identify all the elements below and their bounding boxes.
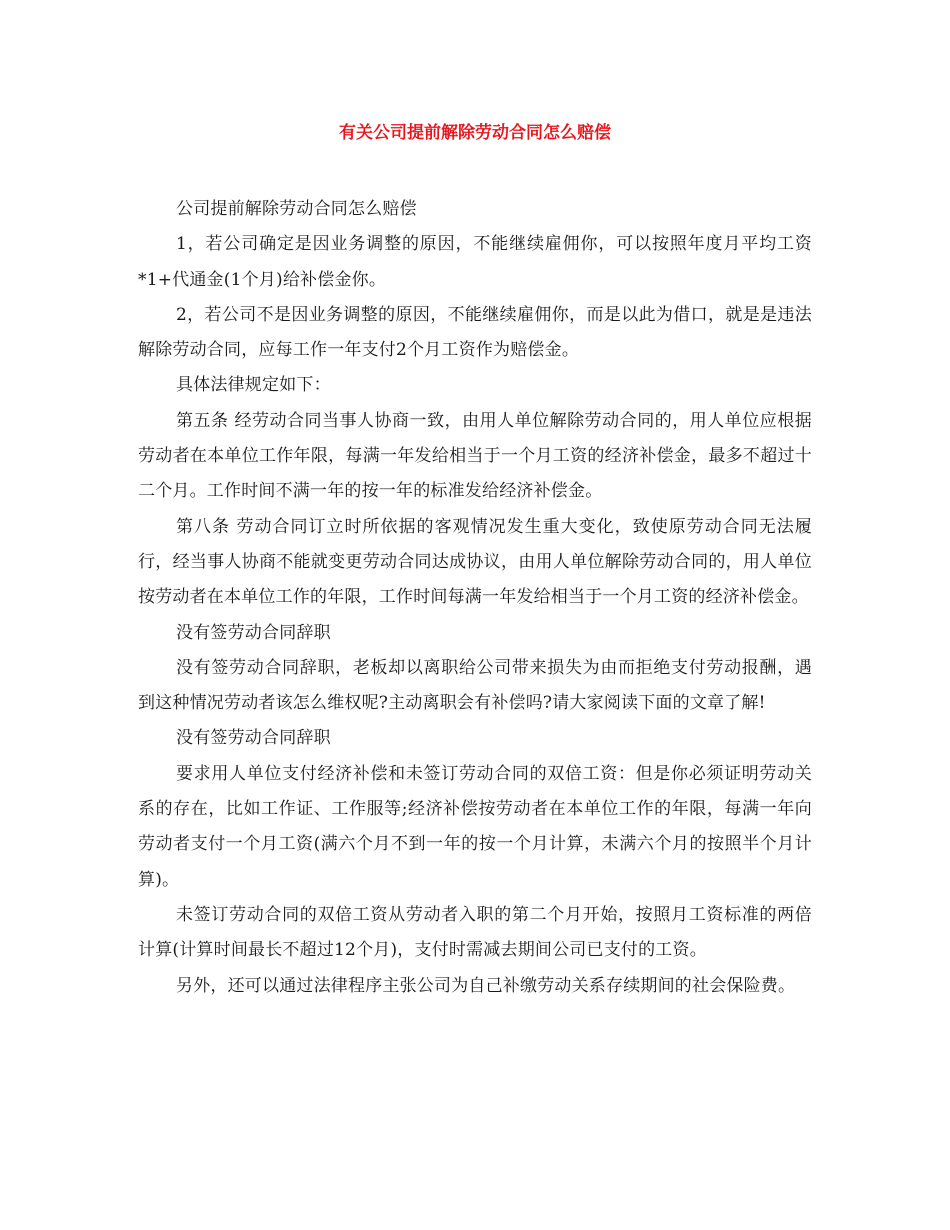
paragraph-section-heading-1: 没有签劳动合同辞职 xyxy=(176,622,331,643)
paragraph-article-8: 第八条 劳动合同订立时所依据的客观情况发生重大变化，致使原劳动合同无法履行，经当事人协商不能就变更劳动合同达成协议，由用人单位解除劳动合同的，用人单位按劳动者在本单位工作的年限，工作时间每满一年发给相当于一个月工资的经济补偿金。 xyxy=(138,516,812,608)
paragraph-subtitle: 公司提前解除劳动合同怎么赔偿 xyxy=(176,199,417,219)
paragraph-intro: 没有签劳动合同辞职，老板却以离职给公司带来损失为由而拒绝支付劳动报酬，遇到这种情况劳动者该怎么维权呢?主动离职会有补偿吗?请大家阅读下面的文章了解! xyxy=(138,657,812,714)
paragraph-point-2: 2，若公司不是因业务调整的原因，不能继续雇佣你，而是以此为借口，就是是违法解除劳动合同，应每工作一年支付2个月工资作为赔偿金。 xyxy=(138,304,812,361)
paragraph-article-5: 第五条 经劳动合同当事人协商一致，由用人单位解除劳动合同的，用人单位应根据劳动者在本单位工作年限，每满一年发给相当于一个月工资的经济补偿金，最多不超过十二个月。工作时间不满一年的按一年的标准发给经济补偿金。 xyxy=(138,410,812,502)
document-title: 有关公司提前解除劳动合同怎么赔偿 xyxy=(339,123,611,143)
paragraph-social-insurance: 另外，还可以通过法律程序主张公司为自己补缴劳动关系存续期间的社会保险费。 xyxy=(176,975,796,996)
paragraph-compensation: 要求用人单位支付经济补偿和未签订劳动合同的双倍工资：但是你必须证明劳动关系的存在，比如工作证、工作服等;经济补偿按劳动者在本单位工作的年限，每满一年向劳动者支付一个月工资(满六个月不到一年的按一个月计算，未满六个月的按照半个月计算)。 xyxy=(138,763,812,890)
paragraph-legal-heading: 具体法律规定如下： xyxy=(176,375,331,396)
paragraph-point-1: 1，若公司确定是因业务调整的原因，不能继续雇佣你，可以按照年度月平均工资*1+代通金(1个月)给补偿金你。 xyxy=(138,234,812,290)
paragraph-section-heading-2: 没有签劳动合同辞职 xyxy=(176,728,331,749)
paragraph-double-wage: 未签订劳动合同的双倍工资从劳动者入职的第二个月开始，按照月工资标准的两倍计算(计算时间最长不超过12个月)，支付时需减去期间公司已支付的工资。 xyxy=(138,904,812,961)
